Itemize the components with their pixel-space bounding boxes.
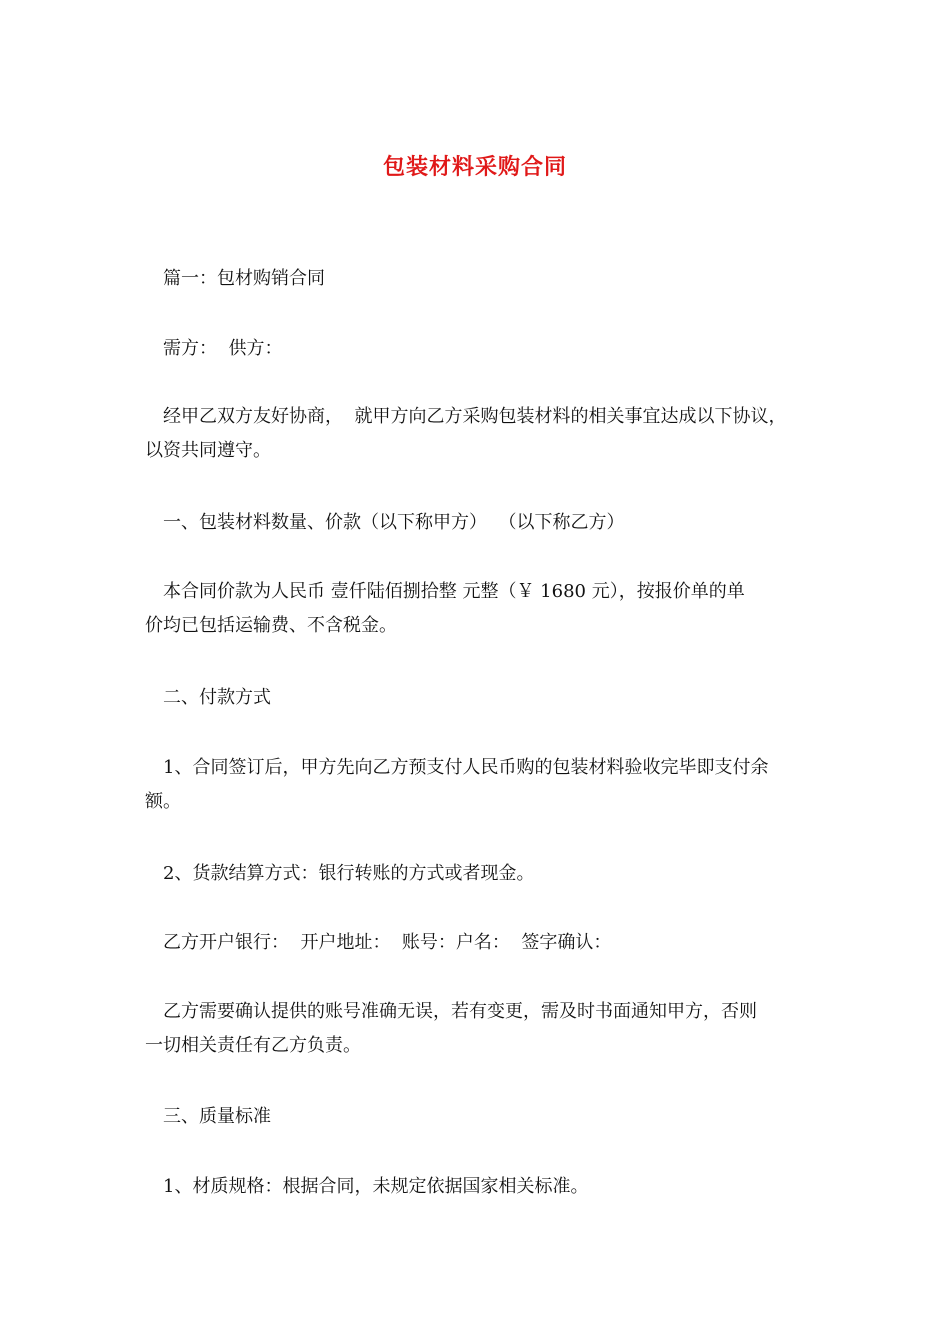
section-heading-three [145, 1100, 835, 1134]
text-line: 额。 [145, 791, 181, 812]
parties-line [145, 332, 835, 366]
payment-clause-2 [145, 857, 835, 891]
text-line: 乙方开户银行： 开户地址： 账号：户名： 签字确认： [163, 932, 612, 953]
text-line: 本合同价款为人民币 壹仟陆佰捌拾整 元整（￥ 1680 元），按报价单的单 [163, 581, 745, 602]
text-line: 三、质量标准 [163, 1106, 271, 1127]
text-line: 需方： 供方： [163, 338, 283, 359]
document-title: 包装材料采购合同 [382, 154, 567, 180]
text-line: 价均已包括运输费、不含税金。 [145, 615, 397, 636]
text-line: 二、付款方式 [163, 687, 271, 708]
payment-clause-1 [145, 751, 835, 819]
text-line: 1、材质规格：根据合同，未规定依据国家相关标准。 [163, 1176, 589, 1197]
text-line: 乙方需要确认提供的账号准确无误，若有变更，需及时书面通知甲方，否则 [163, 1001, 757, 1022]
text-line: 篇一：包材购销合同 [163, 268, 325, 289]
price-paragraph [145, 575, 835, 643]
bank-details-line [145, 926, 835, 960]
account-confirmation-paragraph [145, 995, 835, 1063]
text-line: 2、货款结算方式：银行转账的方式或者现金。 [163, 863, 535, 884]
text-line: 以资共同遵守。 [145, 440, 271, 461]
quality-clause-1 [145, 1170, 835, 1204]
section-heading-part-one [145, 262, 835, 296]
text-line: 经甲乙双方友好协商， 就甲方向乙方采购包装材料的相关事宜达成以下协议， [163, 406, 787, 427]
text-line: 1、合同签订后，甲方先向乙方预支付人民币购的包装材料验收完毕即支付余 [163, 757, 769, 778]
text-line: 一、包装材料数量、价款（以下称甲方） （以下称乙方） [163, 512, 625, 533]
section-heading-two [145, 681, 835, 715]
agreement-intro-paragraph [145, 400, 835, 468]
section-heading-one [145, 506, 835, 540]
text-line: 一切相关责任有乙方负责。 [145, 1035, 361, 1056]
